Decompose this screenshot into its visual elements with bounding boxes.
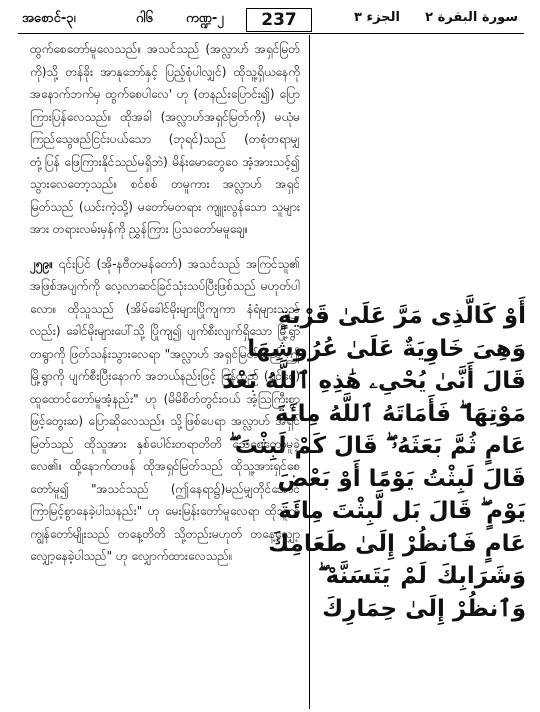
translation-paragraph-1: ထွက်စေတော်မူလေသည်။ အသင်သည် (အလ္လာဟ် အရှင်မြတ်ကို)သို့ တန်ခိုး အာနုဘော်နှင့် ပြည့်စုံပါလျှင်) ထိုသူ့ရှိယနေကို အနောက်ဘက်မှ ထွက်စေပါလေ' ဟု (တနည်းပြောင်း၍) ပြောကြားပြန်လေသည်။ ထိုအခါ (အလ္လာဟ်အရှင်မြတ်ကို) မယုံမကြည်သွေဖည်ငြင်းပယ်သော (ဘုရင်)သည် (တစုံတရာမျှ တုံ့ပြန် ဖြေကြားနိုင်သည်မရှိဘဲ) မိန်းမောတွေဝေ အံ့အားသင့်၍ သွားလေတော့သည်။ စင်စစ် တမူကား အလ္လာဟ် အရှင်မြတ်သည် (ယင်းကဲ့သို့) မတော်မတရား ကျူးလွန်သော သူများအား တရားလမ်းမှန်ကို ညွှန်ကြား ပြသတော်မမူချေ။ xyxy=(30,42,300,236)
header-chapter: ကဏ္ဍ-၂ xyxy=(186,11,224,26)
arabic-line: مَوْتِهَا ۖ فَأَمَاتَهُ ٱللَّهُ مِائَةَ xyxy=(275,400,526,427)
page-header xyxy=(18,8,524,32)
header-left-number: ဂါ၆ xyxy=(136,11,153,26)
arabic-column xyxy=(222,300,526,625)
arabic-line: يَوْمٍ ۖ قَالَ بَل لَّبِثْتَ مِائَةَ xyxy=(278,498,526,524)
arabic-line: قَالَ أَنَّىٰ يُحْىِۦ هَٰذِهِ ٱللَّهُ بَعْدَ xyxy=(222,368,526,394)
arabic-line: وَٱنظُرْ إِلَىٰ حِمَارِكَ xyxy=(322,595,526,622)
header-left-label: အစောင်-၃၊ xyxy=(22,11,76,26)
header-rule xyxy=(18,33,524,34)
arabic-line: عَامٍ ثُمَّ بَعَثَهُۥ ۖ قَالَ كَمْ لَبِثْتَ ۖ xyxy=(229,433,526,459)
header-surah: سورة البقرة ٢ xyxy=(425,10,518,25)
translation-paragraph-2-text: ၎င်းပြင် (အို-နဗီတမန်တော်) အသင်သည် အကြင်သူ၏ အဖြစ်အပျက်ကို လေ့လာဆင်ခြင်သုံးသပ်ပြီးဖြစ်သည် မဟုတ်ပါလော။ ထိုသူသည် (အိမ်ခေါင်မိုးများပြိုကျကာ နံရံများသည်လည်း) ခေါင်မိုးများပေါ်သို့ ပြိုကျ၍ ပျက်စီးလျက်ရှိသော မြို့ရွာတရွာကို ဖြတ်သန်းသွားလေရာ "အလ္လာဟ် အရှင်မြတ်သည် ဤမြို့ရွာကို ပျက်စီးပြီးနောက် အဘယ်နည်းဖြင့် ပြန်လည် (ရှင်စေ) ထူထောင်တော်မူအံ့နည်း" ဟု (မိမိစိတ်တွင်းဝယ် အံ့ဩကြီးစွာဖြင့်တွေးဆ) ပြောဆိုလေသည်။ သို့ဖြစ်ပေရာ အလ္လာဟ် အရှင်မြတ်သည် ထိုသူအား နှစ်ပေါင်းတရာတိတိ သေစေတော်မူခဲ့လေ၏။ ထို့နောက်တဖန် ထိုအရှင်မြတ်သည် ထိုသူ့အားရှင်စေတော်မူ၍ "အသင်သည် (ဤနေရာ၌)မည်မျှတိုင်အောင် ကြာမြင့်စွာနေခဲ့ပါသနည်း" ဟု မေးမြန်းတော်မူလေရာ ထိုသူက ကျွန်တော်မျိုးသည် တနေ့တိတိ သို့တည်းမဟုတ် တနေ့လျှော့လျှော့နေခဲ့ပါသည်" ဟု လျှောက်ထားလေသည်။ xyxy=(30,256,300,563)
arabic-line: وَهِىَ خَاوِيَةٌ عَلَىٰ عُرُوشِهَا xyxy=(247,335,526,362)
arabic-line: قَالَ لَبِثْتُ يَوْمًا أَوْ بَعْضَ xyxy=(277,465,526,492)
verse-number: ၂၅၉။ xyxy=(30,256,54,271)
arabic-line: عَامٍ فَٱنظُرْ إِلَىٰ طَعَامِكَ xyxy=(268,530,526,557)
page-number: 237 xyxy=(246,8,312,32)
arabic-line: أَوْ كَالَّذِى مَرَّ عَلَىٰ قَرْيَةٍ xyxy=(277,303,526,329)
arabic-line: وَشَرَابِكَ لَمْ يَتَسَنَّهْ ۖ xyxy=(318,563,526,589)
header-juz: الجزء ٣ xyxy=(354,10,400,25)
translation-paragraph-2 xyxy=(30,253,300,568)
translation-column xyxy=(30,38,300,568)
